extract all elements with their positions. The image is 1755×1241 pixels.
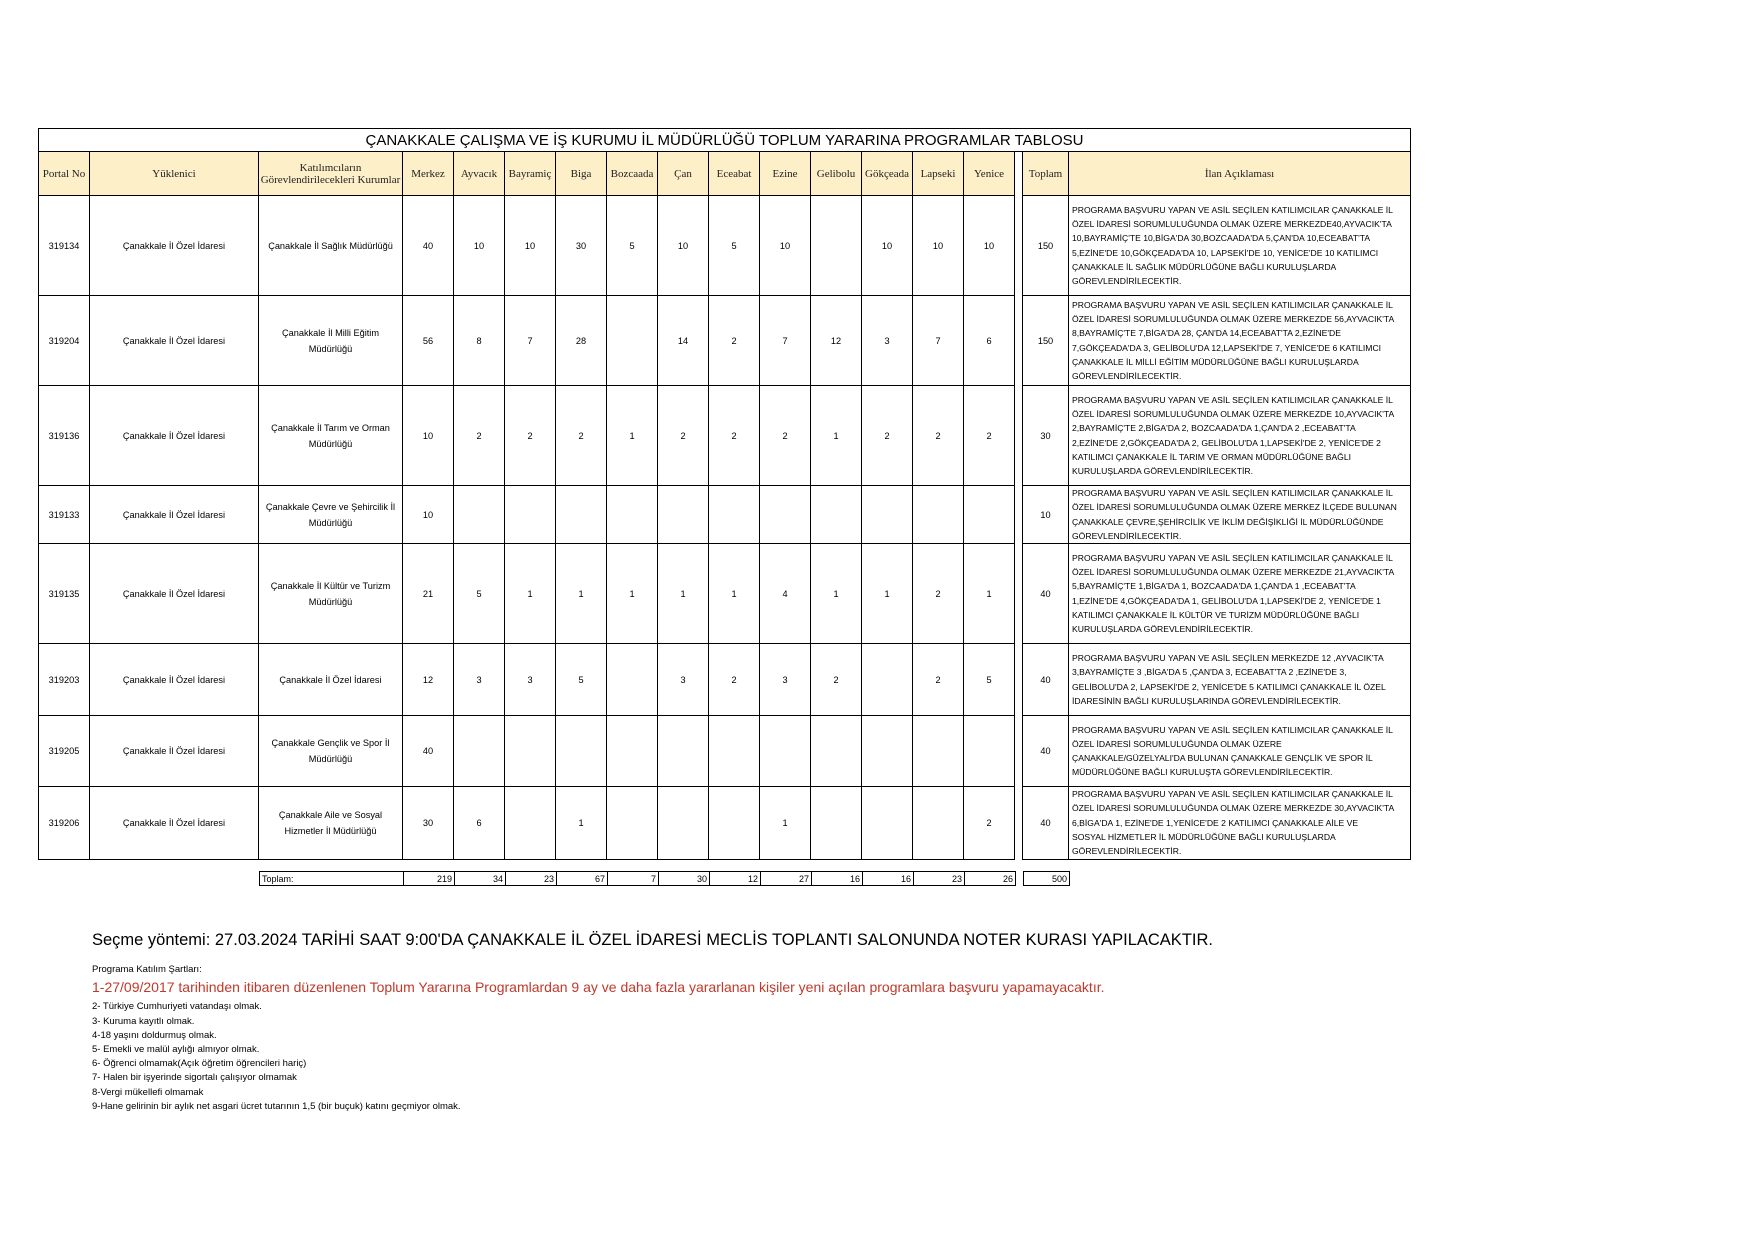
selection-method: Seçme yöntemi: 27.03.2024 TARİHİ SAAT 9:00'DA ÇANAKKALE İL ÖZEL İDARESİ MECLİS TOPLANTI SALONUNDA NOTER KURASI YAPILACAKTIR. [92, 931, 1213, 949]
col-header-district: Gökçeada [862, 152, 913, 196]
district-count-cell: 2 [760, 386, 811, 486]
district-count-cell: 2 [709, 386, 760, 486]
column-gap [1015, 386, 1023, 486]
district-count-cell [862, 787, 913, 859]
table-row [39, 544, 1411, 644]
column-gap [1015, 787, 1023, 859]
district-count-cell: 10 [403, 486, 454, 544]
column-gap [1015, 644, 1023, 716]
district-count-cell: 10 [760, 196, 811, 296]
district-count-cell: 2 [505, 386, 556, 486]
district-count-cell [709, 486, 760, 544]
institution-cell: Çanakkale İl Özel İdaresi [259, 644, 403, 716]
district-count-cell: 5 [964, 644, 1015, 716]
district-count-cell [607, 296, 658, 386]
district-count-cell [964, 716, 1015, 787]
district-count-cell: 7 [913, 296, 964, 386]
district-count-cell [607, 787, 658, 859]
row-total-cell: 150 [1023, 196, 1069, 296]
total-count: 67 [557, 872, 608, 886]
col-header-district: Lapseki [913, 152, 964, 196]
condition-item: 7- Halen bir işyerinde sigortalı çalışıyor olmamak [92, 1072, 297, 1083]
district-count-cell: 14 [658, 296, 709, 386]
institution-cell: Çanakkale İl Sağlık Müdürlüğü [259, 196, 403, 296]
district-count-cell: 1 [964, 544, 1015, 644]
condition-item: 4-18 yaşını doldurmuş olmak. [92, 1030, 217, 1041]
district-count-cell: 2 [658, 386, 709, 486]
district-count-cell [913, 486, 964, 544]
description-cell: PROGRAMA BAŞVURU YAPAN VE ASİL SEÇİLEN KATILIMCILAR ÇANAKKALE İL ÖZEL İDARESİ SORUMLULUĞUNDA OLMAK ÜZERE MERKEZDE 56,AYVACIK'TA 8,BAYRAMİÇ'TE 7,BİGA'DA 28, ÇAN'DA 14,ECEABAT'TA 2,EZİNE'DE 7,GÖKÇEADA'DA 3, GELİBOLU'DA 12,LAPSEKİ'DE 7, YENİCE'DE 6 KATILIMCI ÇANAKKALE İL MİLLİ EĞİTİM MÜDÜRLÜĞÜNE BAĞLI KURULUŞLARDA GÖREVLENDİRİLECEKTİR. [1069, 296, 1411, 386]
col-header-portal-no: Portal No [39, 152, 90, 196]
column-gap [1016, 872, 1024, 886]
col-header-district: Merkez [403, 152, 454, 196]
header-row [39, 152, 1411, 196]
district-count-cell [454, 716, 505, 787]
contractor-cell: Çanakkale İl Özel İdaresi [90, 196, 259, 296]
district-count-cell: 3 [505, 644, 556, 716]
description-cell: PROGRAMA BAŞVURU YAPAN VE ASİL SEÇİLEN KATILIMCILAR ÇANAKKALE İL ÖZEL İDARESİ SORUMLULUĞUNDA OLMAK ÜZERE MERKEZDE 10,AYVACIK'TA 2,BAYRAMİÇ'TE 2,BİGA'DA 2, BOZCAADA'DA 1,ÇAN'DA 2 ,ECEABAT'TA 2,EZİNE'DE 2,GÖKÇEADA'DA 2, GELİBOLU'DA 1,LAPSEKİ'DE 2, YENİCE'DE 2 KATILIMCI ÇANAKKALE İL TARIM VE ORMAN MÜDÜRLÜĞÜNE BAĞLI KURULUŞLARDA GÖREVLENDİRİLECEKTİR. [1069, 386, 1411, 486]
district-count-cell: 2 [913, 386, 964, 486]
condition-item: 9-Hane gelirinin bir aylık net asgari ücret tutarının 1,5 (bir buçuk) katını geçmiyor olmak. [92, 1101, 461, 1112]
contractor-cell: Çanakkale İl Özel İdaresi [90, 544, 259, 644]
description-cell: PROGRAMA BAŞVURU YAPAN VE ASİL SEÇİLEN KATILIMCILAR ÇANAKKALE İL ÖZEL İDARESİ SORUMLULUĞUNDA OLMAK ÜZERE ÇANAKKALE/GÜZELYALI'DA BULUNAN ÇANAKKALE GENÇLİK VE SPOR İL MÜDÜRLÜĞÜNE BAĞLI KURULUŞTA GÖREVLENDİRİLECEKTİR. [1069, 716, 1411, 787]
district-count-cell [556, 486, 607, 544]
total-count: 26 [965, 872, 1016, 886]
district-count-cell: 8 [454, 296, 505, 386]
district-count-cell: 40 [403, 196, 454, 296]
column-gap [1015, 486, 1023, 544]
district-count-cell: 10 [964, 196, 1015, 296]
portal-no-cell: 319203 [39, 644, 90, 716]
district-count-cell: 6 [454, 787, 505, 859]
district-count-cell [607, 644, 658, 716]
district-count-cell: 10 [403, 386, 454, 486]
district-count-cell: 30 [403, 787, 454, 859]
row-total-cell: 30 [1023, 386, 1069, 486]
total-count: 16 [812, 872, 863, 886]
total-count: 23 [506, 872, 557, 886]
district-count-cell: 2 [862, 386, 913, 486]
condition-item: 8-Vergi mükellefi olmamak [92, 1087, 204, 1098]
district-count-cell [862, 486, 913, 544]
district-count-cell [709, 716, 760, 787]
total-count: 30 [659, 872, 710, 886]
contractor-cell: Çanakkale İl Özel İdaresi [90, 486, 259, 544]
description-cell: PROGRAMA BAŞVURU YAPAN VE ASİL SEÇİLEN KATILIMCILAR ÇANAKKALE İL ÖZEL İDARESİ SORUMLULUĞUNDA OLMAK ÜZERE MERKEZDE 30,AYVACIK'TA 6,BİGA'DA 1, EZİNE'DE 1,YENİCE'DE 2 KATILIMCI ÇANAKKALE AİLE VE SOSYAL HİZMETLER İL MÜDÜRLÜĞÜNE BAĞLI KURULUŞLARDA GÖREVLENDİRİLECEKTİR. [1069, 787, 1411, 859]
condition-item-highlight: 1-27/09/2017 tarihinden itibaren düzenlenen Toplum Yararına Programlardan 9 ay ve daha fazla yararlanan kişiler yeni açılan programlara başvuru yapamayacaktır. [92, 979, 1105, 995]
portal-no-cell: 319136 [39, 386, 90, 486]
district-count-cell: 2 [964, 386, 1015, 486]
portal-no-cell: 319134 [39, 196, 90, 296]
conditions-title: Programa Katılım Şartları: [92, 964, 202, 975]
district-count-cell [811, 486, 862, 544]
district-count-cell [862, 716, 913, 787]
total-count: 7 [608, 872, 659, 886]
district-count-cell: 5 [709, 196, 760, 296]
institution-cell: Çanakkale Gençlik ve Spor İl Müdürlüğü [259, 716, 403, 787]
total-count: 23 [914, 872, 965, 886]
institution-cell: Çanakkale Aile ve Sosyal Hizmetler İl Müdürlüğü [259, 787, 403, 859]
district-count-cell: 2 [811, 644, 862, 716]
district-count-cell [607, 486, 658, 544]
district-count-cell [811, 716, 862, 787]
grand-total: 500 [1024, 872, 1070, 886]
condition-item: 6- Öğrenci olmamak(Açık öğretim öğrencileri hariç) [92, 1058, 307, 1069]
contractor-cell: Çanakkale İl Özel İdaresi [90, 296, 259, 386]
column-gap [1015, 152, 1023, 196]
district-count-cell: 1 [811, 386, 862, 486]
contractor-cell: Çanakkale İl Özel İdaresi [90, 386, 259, 486]
district-count-cell: 6 [964, 296, 1015, 386]
row-total-cell: 40 [1023, 787, 1069, 859]
district-count-cell: 1 [709, 544, 760, 644]
totals-label: Toplam: [260, 872, 404, 886]
district-count-cell: 5 [454, 544, 505, 644]
district-count-cell: 3 [658, 644, 709, 716]
total-count: 16 [863, 872, 914, 886]
table-title: ÇANAKKALE ÇALIŞMA VE İŞ KURUMU İL MÜDÜRLÜĞÜ TOPLUM YARARINA PROGRAMLAR TABLOSU [39, 129, 1411, 152]
portal-no-cell: 319206 [39, 787, 90, 859]
col-header-district: Bozcaada [607, 152, 658, 196]
table-row [39, 644, 1411, 716]
district-count-cell [760, 486, 811, 544]
district-count-cell [505, 787, 556, 859]
table-row [39, 196, 1411, 296]
condition-item: 3- Kuruma kayıtlı olmak. [92, 1016, 195, 1027]
district-count-cell: 1 [505, 544, 556, 644]
district-count-cell [913, 787, 964, 859]
col-header-district: Bayramiç [505, 152, 556, 196]
table-row [39, 716, 1411, 787]
row-total-cell: 40 [1023, 716, 1069, 787]
condition-item: 5- Emekli ve malül aylığı almıyor olmak. [92, 1044, 260, 1055]
district-count-cell: 1 [658, 544, 709, 644]
column-gap [1015, 296, 1023, 386]
row-total-cell: 40 [1023, 644, 1069, 716]
institution-cell: Çanakkale İl Milli Eğitim Müdürlüğü [259, 296, 403, 386]
district-count-cell [964, 486, 1015, 544]
col-header-district: Ezine [760, 152, 811, 196]
district-count-cell [658, 716, 709, 787]
district-count-cell: 10 [658, 196, 709, 296]
district-count-cell: 7 [505, 296, 556, 386]
programs-table [38, 128, 1411, 860]
total-count: 219 [404, 872, 455, 886]
totals-row [259, 871, 1070, 886]
portal-no-cell: 319204 [39, 296, 90, 386]
district-count-cell: 28 [556, 296, 607, 386]
table-row [39, 296, 1411, 386]
col-header-description: İlan Açıklaması [1069, 152, 1411, 196]
district-count-cell: 12 [403, 644, 454, 716]
district-count-cell: 5 [556, 644, 607, 716]
district-count-cell: 1 [607, 544, 658, 644]
district-count-cell: 10 [505, 196, 556, 296]
column-gap [1015, 544, 1023, 644]
row-total-cell: 150 [1023, 296, 1069, 386]
district-count-cell: 1 [760, 787, 811, 859]
institution-cell: Çanakkale İl Kültür ve Turizm Müdürlüğü [259, 544, 403, 644]
district-count-cell: 3 [454, 644, 505, 716]
row-total-cell: 40 [1023, 544, 1069, 644]
district-count-cell: 2 [709, 296, 760, 386]
district-count-cell: 2 [709, 644, 760, 716]
col-header-institutions: Katılımcıların Görevlendirilecekleri Kurumlar [259, 152, 403, 196]
district-count-cell [913, 716, 964, 787]
col-header-district: Biga [556, 152, 607, 196]
row-total-cell: 10 [1023, 486, 1069, 544]
district-count-cell: 10 [862, 196, 913, 296]
table-row [39, 486, 1411, 544]
total-count: 27 [761, 872, 812, 886]
contractor-cell: Çanakkale İl Özel İdaresi [90, 644, 259, 716]
district-count-cell [454, 486, 505, 544]
district-count-cell: 2 [964, 787, 1015, 859]
district-count-cell: 4 [760, 544, 811, 644]
contractor-cell: Çanakkale İl Özel İdaresi [90, 716, 259, 787]
district-count-cell [505, 716, 556, 787]
district-count-cell: 1 [556, 787, 607, 859]
table-row [39, 386, 1411, 486]
institution-cell: Çanakkale Çevre ve Şehircilik İl Müdürlüğü [259, 486, 403, 544]
district-count-cell: 12 [811, 296, 862, 386]
total-count: 12 [710, 872, 761, 886]
district-count-cell: 21 [403, 544, 454, 644]
district-count-cell: 3 [862, 296, 913, 386]
district-count-cell: 7 [760, 296, 811, 386]
district-count-cell: 3 [760, 644, 811, 716]
district-count-cell: 1 [811, 544, 862, 644]
description-cell: PROGRAMA BAŞVURU YAPAN VE ASİL SEÇİLEN KATILIMCILAR ÇANAKKALE İL ÖZEL İDARESİ SORUMLULUĞUNDA OLMAK ÜZERE MERKEZDE40,AYVACIK'TA 10,BAYRAMİÇ'TE 10,BİGA'DA 30,BOZCAADA'DA 5,ÇAN'DA 10,ECEABAT'TA 5,EZİNE'DE 10,GÖKÇEADA'DA 10, LAPSEKİ'DE 10, YENİCE'DE 10 KATILIMCI ÇANAKKALE İL SAĞLIK MÜDÜRLÜĞÜNE BAĞLI KURULUŞLARDA GÖREVLENDİRİLECEKTİR. [1069, 196, 1411, 296]
portal-no-cell: 319135 [39, 544, 90, 644]
column-gap [1015, 716, 1023, 787]
description-cell: PROGRAMA BAŞVURU YAPAN VE ASİL SEÇİLEN KATILIMCILAR ÇANAKKALE İL ÖZEL İDARESİ SORUMLULUĞUNDA OLMAK ÜZERE MERKEZDE 21,AYVACIK'TA 5,BAYRAMİÇ'TE 1,BİGA'DA 1, BOZCAADA'DA 1,ÇAN'DA 1 ,ECEABAT'TA 1,EZİNE'DE 4,GÖKÇEADA'DA 1, GELİBOLU'DA 1,LAPSEKİ'DE 2, YENİCE'DE 1 KATILIMCI ÇANAKKALE İL KÜLTÜR VE TURİZM MÜDÜRLÜĞÜNE BAĞLI KURULUŞLARDA GÖREVLENDİRİLECEKTİR. [1069, 544, 1411, 644]
contractor-cell: Çanakkale İl Özel İdaresi [90, 787, 259, 859]
col-header-district: Gelibolu [811, 152, 862, 196]
district-count-cell [556, 716, 607, 787]
district-count-cell [505, 486, 556, 544]
portal-no-cell: 319133 [39, 486, 90, 544]
district-count-cell: 2 [913, 644, 964, 716]
district-count-cell: 10 [913, 196, 964, 296]
description-cell: PROGRAMA BAŞVURU YAPAN VE ASİL SEÇİLEN MERKEZDE 12 ,AYVACIK'TA 3,BAYRAMİÇTE 3 ,BİGA'DA 5 ,ÇAN'DA 3, ECEABAT'TA 2 ,EZİNE'DE 3, GELİBOLU'DA 2, LAPSEKİ'DE 2, YENİCE'DE 5 KATILIMCI ÇANAKKALE İL ÖZEL İDARESİNİN BAĞLI KURULUŞLARINDA GÖREVLENDİRİLECEKTİR. [1069, 644, 1411, 716]
district-count-cell: 40 [403, 716, 454, 787]
district-count-cell: 1 [607, 386, 658, 486]
district-count-cell: 1 [556, 544, 607, 644]
district-count-cell [760, 716, 811, 787]
district-count-cell: 5 [607, 196, 658, 296]
col-header-district: Ayvacık [454, 152, 505, 196]
district-count-cell [709, 787, 760, 859]
district-count-cell: 2 [556, 386, 607, 486]
district-count-cell [811, 196, 862, 296]
district-count-cell [658, 486, 709, 544]
total-count: 34 [455, 872, 506, 886]
district-count-cell: 56 [403, 296, 454, 386]
district-count-cell [811, 787, 862, 859]
col-header-total: Toplam [1023, 152, 1069, 196]
district-count-cell: 2 [913, 544, 964, 644]
district-count-cell: 1 [862, 544, 913, 644]
district-count-cell [862, 644, 913, 716]
portal-no-cell: 319205 [39, 716, 90, 787]
col-header-contractor: Yüklenici [90, 152, 259, 196]
district-count-cell [658, 787, 709, 859]
district-count-cell [607, 716, 658, 787]
condition-item: 2- Türkiye Cumhuriyeti vatandaşı olmak. [92, 1001, 262, 1012]
column-gap [1015, 196, 1023, 296]
district-count-cell: 10 [454, 196, 505, 296]
table-row [39, 787, 1411, 859]
district-count-cell: 30 [556, 196, 607, 296]
col-header-district: Eceabat [709, 152, 760, 196]
institution-cell: Çanakkale İl Tarım ve Orman Müdürlüğü [259, 386, 403, 486]
description-cell: PROGRAMA BAŞVURU YAPAN VE ASİL SEÇİLEN KATILIMCILAR ÇANAKKALE İL ÖZEL İDARESİ SORUMLULUĞUNDA OLMAK ÜZERE MERKEZ İLÇEDE BULUNAN ÇANAKKALE ÇEVRE,ŞEHİRCİLİK VE İKLİM DEĞİŞİKLİĞİ İL MÜDÜRLÜĞÜNDE GÖREVLENDİRİLECEKTİR. [1069, 486, 1411, 544]
col-header-district: Yenice [964, 152, 1015, 196]
col-header-district: Çan [658, 152, 709, 196]
district-count-cell: 2 [454, 386, 505, 486]
